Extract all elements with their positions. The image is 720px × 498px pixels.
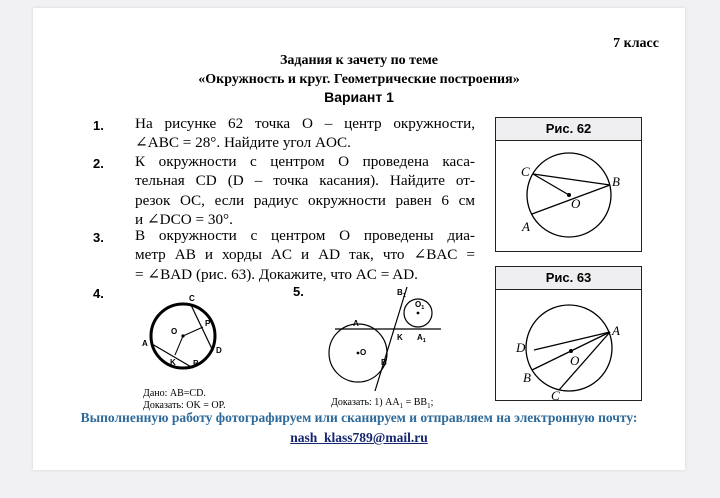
email-link[interactable]: nash_klass789@mail.ru [290,430,428,445]
fig63-chord-ac [559,332,610,390]
fig62-label-o: O [571,196,581,211]
task-1 [135,114,475,153]
submission-instruction: Выполненную работу фотографируем или сканируем и отправляем на электронную почту: [80,410,638,425]
fig4-label-d: D [216,346,222,355]
fig5-label-a: A [353,319,359,328]
task-1-number: 1. [93,118,104,133]
grade-label: 7 класс [613,36,659,51]
fig5-label-a1: $A_1$ [417,333,426,344]
task-2 [135,152,475,229]
task-2-number: 2. [93,156,104,171]
task-5-prove: Доказать: 1) $AA_1 = BB_1$; [331,397,434,410]
fig62-label-a: A [522,219,530,234]
worksheet-page [33,8,685,470]
fig5-center-o1 [417,312,420,315]
task-2-line: К окружности с центром O проведена каса- [135,153,475,170]
fig5-label-k: K [397,333,403,342]
fig4-label-p: P [205,319,211,328]
task-3-line: = ∠BAD (рис. 63). Докажите, что AC = AD. [135,265,418,283]
task-2-line: тельная CD (D – точка касания). Найдите от- [135,172,475,190]
fig4-label-k: K [170,358,176,367]
fig62-chord-cb [533,174,610,185]
task-2-line: и ∠DCO = 30°. [135,210,233,228]
title-line-1: Задания к зачету по теме [279,53,439,68]
fig4-segment-ok [175,336,183,355]
task-5-number: 5. [293,284,304,299]
fig63-label-b: B [523,370,531,385]
figure-62-caption: Рис. 62 [496,118,641,141]
fig62-label-b: B [612,174,620,189]
figure-62-box [495,117,642,252]
fig63-label-c: C [551,388,560,400]
fig4-label-o: O [171,327,178,336]
task-2-line: резок OC, если радиус окружности равен 6 см [135,191,475,209]
fig5-center-o [357,352,360,355]
title-line-2: «Окружность и круг. Геометрические построения» [198,72,520,87]
task-3-line: В окружности с центром O проведены диа- [135,227,475,244]
task-4-number: 4. [93,286,104,301]
task-4-figure [133,290,243,382]
fig5-label-b1: $B_1$ [397,288,406,299]
fig4-label-a: A [142,339,148,348]
figure-63-drawing [496,290,641,400]
fig4-segment-op [183,327,203,336]
fig4-label-b: B [193,359,199,368]
task-4-prove: Доказать: OK = OP. [143,400,226,411]
fig5-label-b: B [381,358,387,367]
fig4-center-point [181,334,184,337]
figure-62-drawing [496,141,641,251]
fig63-label-o: O [570,353,580,368]
fig62-label-c: C [521,164,530,179]
task-4-given: Дано: AB=CD. [143,388,206,399]
fig5-label-o1: $O_1$ [415,300,425,311]
task-1-line: ∠ABC = 28°. Найдите угол AOC. [135,134,351,152]
task-3-line: метр AB и хорды AC и AD так, что ∠BAC = [135,246,475,264]
task-3 [135,226,475,284]
fig4-label-c: C [189,294,195,303]
figure-63-box [495,266,642,401]
fig63-label-d: D [516,340,526,355]
fig63-label-a: A [612,323,620,338]
task-5-figure [323,283,443,393]
variant-label: Вариант 1 [324,89,394,105]
fig63-chord-ad [534,332,610,350]
task-1-line: На рисунке 62 точка O – центр окружности, [135,115,475,132]
figure-63-caption: Рис. 63 [496,267,641,290]
fig5-label-o: O [360,348,367,357]
task-3-number: 3. [93,230,104,245]
